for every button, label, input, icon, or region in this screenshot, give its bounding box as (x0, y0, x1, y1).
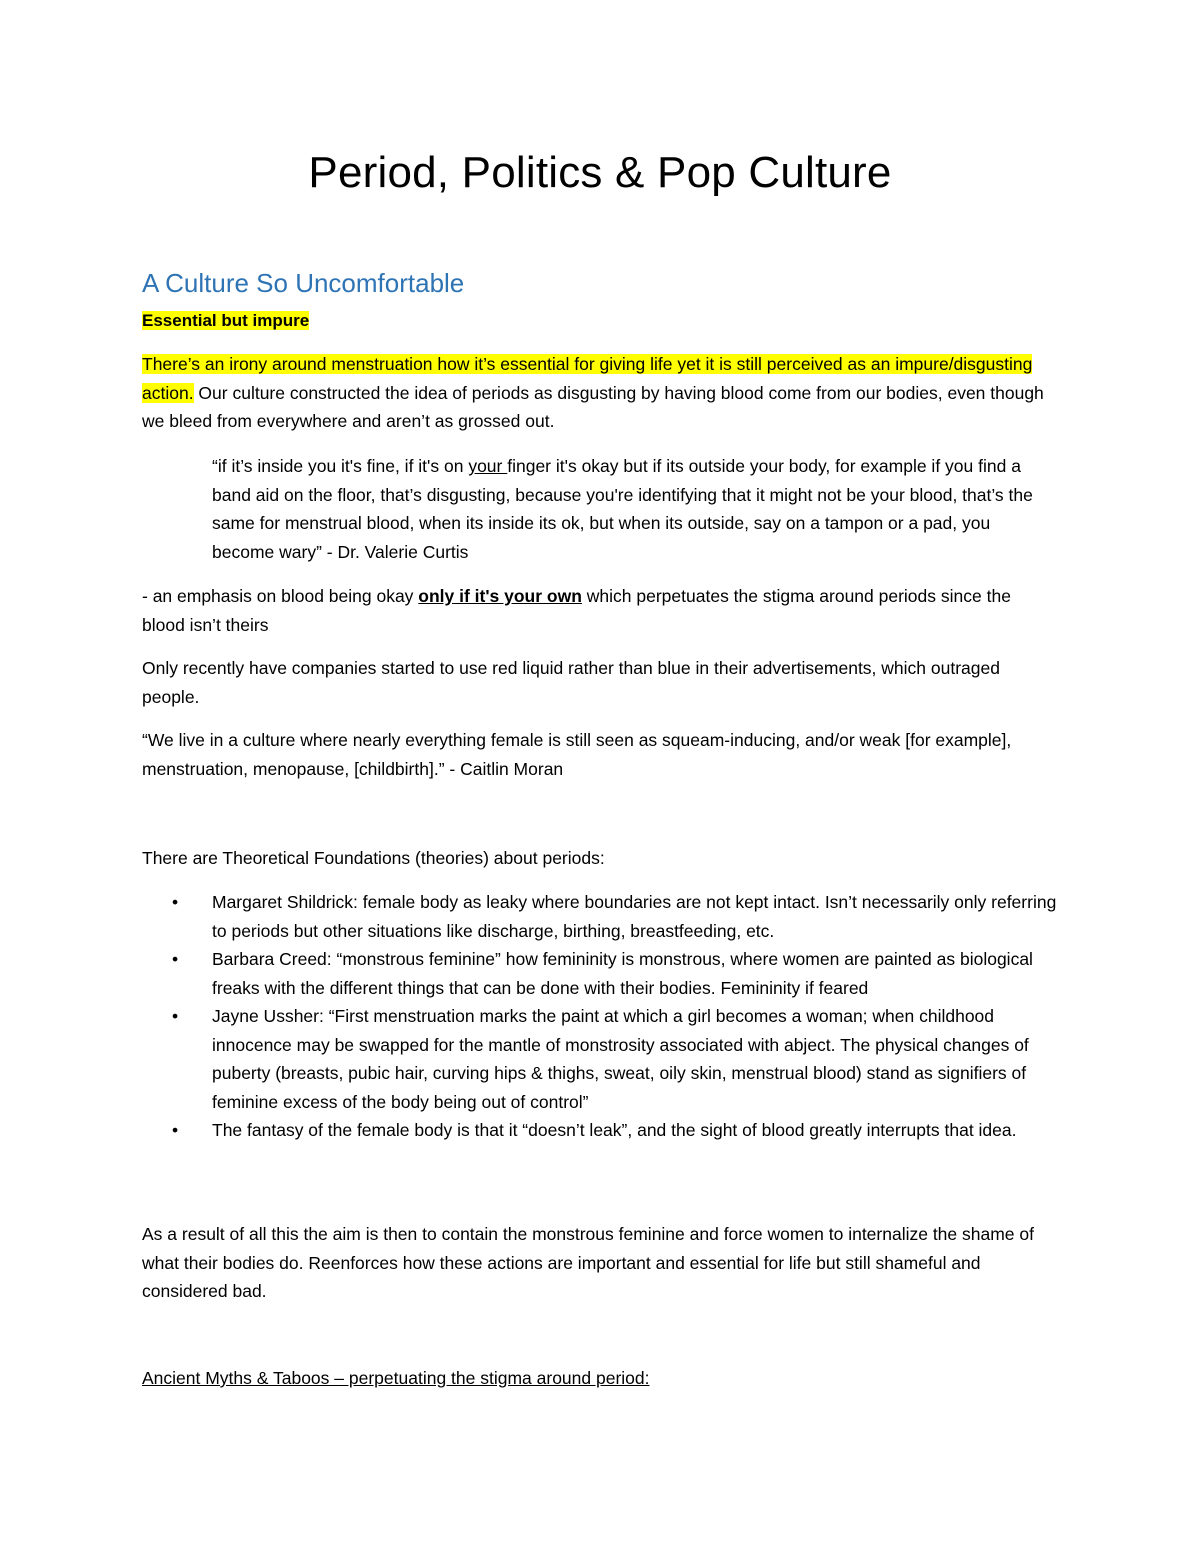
paragraph-conclusion: As a result of all this the aim is then to contain the monstrous feminine and force women to internalize the shame of what their bodies do. Reenforces how these actions are important and essential for life but still shameful and considered bad. (142, 1224, 1034, 1301)
list-item (142, 888, 1062, 945)
bullet-icon: • (172, 949, 179, 969)
paragraph-theories-intro: There are Theoretical Foundations (theories) about periods: (142, 848, 605, 868)
paragraph-text: Our culture constructed the idea of periods as disgusting by having blood come from our bodies, even though we bleed from everywhere and aren’t as grossed out. (142, 382, 1044, 431)
paragraph-text-rest: which perpetuates the stigma around periods since the blood isn’t theirs (142, 586, 1011, 635)
subheading (142, 311, 309, 331)
underlined-word: your (468, 456, 508, 476)
section-heading: A Culture So Uncomfortable (142, 268, 465, 298)
subheading-highlight: Essential but impure (142, 311, 310, 330)
quote-moran: “We live in a culture where nearly everything female is still seen as squeam-inducing, and/or weak [for example], menstruation, menopause, [childbirth].” - Caitlin Moran (142, 730, 1012, 779)
highlighted-text: There’s an irony around menstruation how it’s essential for giving life yet it is still perceived as an impure/disgusting action. (142, 354, 1033, 403)
quote-text-rest: finger it's okay but if its outside your body, for example if you find a band aid on the floor, that’s disgusting, because you're identifying that it might not be your blood, that’s the same for menstrual blood, when its inside its ok, but when its outside, say on a tampon or a pad, you become wary” - Dr. Valerie Curtis (212, 456, 1033, 562)
list-item-text: The fantasy of the female body is that it “doesn’t leak”, and the sight of blood greatly interrupts that idea. (212, 1120, 1017, 1140)
paragraph-irony (142, 350, 1052, 436)
theories-list (142, 888, 1062, 1145)
list-item (142, 1116, 1062, 1145)
list-item (142, 1002, 1062, 1116)
emphasis-text: only if it's your own (418, 586, 582, 606)
bullet-icon: • (172, 1120, 179, 1140)
document-title: Period, Politics & Pop Culture (308, 148, 892, 197)
section-heading-myths: Ancient Myths & Taboos – perpetuating the stigma around period: (142, 1368, 650, 1388)
list-item-text: Barbara Creed: “monstrous feminine” how femininity is monstrous, where women are painted as biological freaks with the different things that can be done with their bodies. Femininity if feared (212, 949, 1033, 998)
list-item-text: Jayne Ussher: “First menstruation marks the paint at which a girl becomes a woman; when childhood innocence may be swapped for the mantle of monstrosity associated with abject. The physical changes of puberty (breasts, pubic hair, curving hips & thighs, sweat, oily skin, menstrual blood) stand as signifiers of feminine excess of the body being out of control” (212, 1006, 1029, 1112)
paragraph-advertisements: Only recently have companies started to use red liquid rather than blue in their advertisements, which outraged people. (142, 658, 1000, 707)
bullet-icon: • (172, 1006, 179, 1026)
list-item-text: Margaret Shildrick: female body as leaky where boundaries are not kept intact. Isn’t necessarily only referring to periods but other situations like discharge, birthing, breastfeeding, etc. (212, 892, 1057, 941)
quote-text: “if it’s inside you it's fine, if it's on (212, 456, 469, 476)
bullet-icon: • (172, 892, 179, 912)
paragraph-emphasis (142, 582, 1052, 639)
quote-curtis (212, 452, 1042, 566)
list-item (142, 945, 1062, 1002)
paragraph-text: - an emphasis on blood being okay (142, 586, 419, 606)
